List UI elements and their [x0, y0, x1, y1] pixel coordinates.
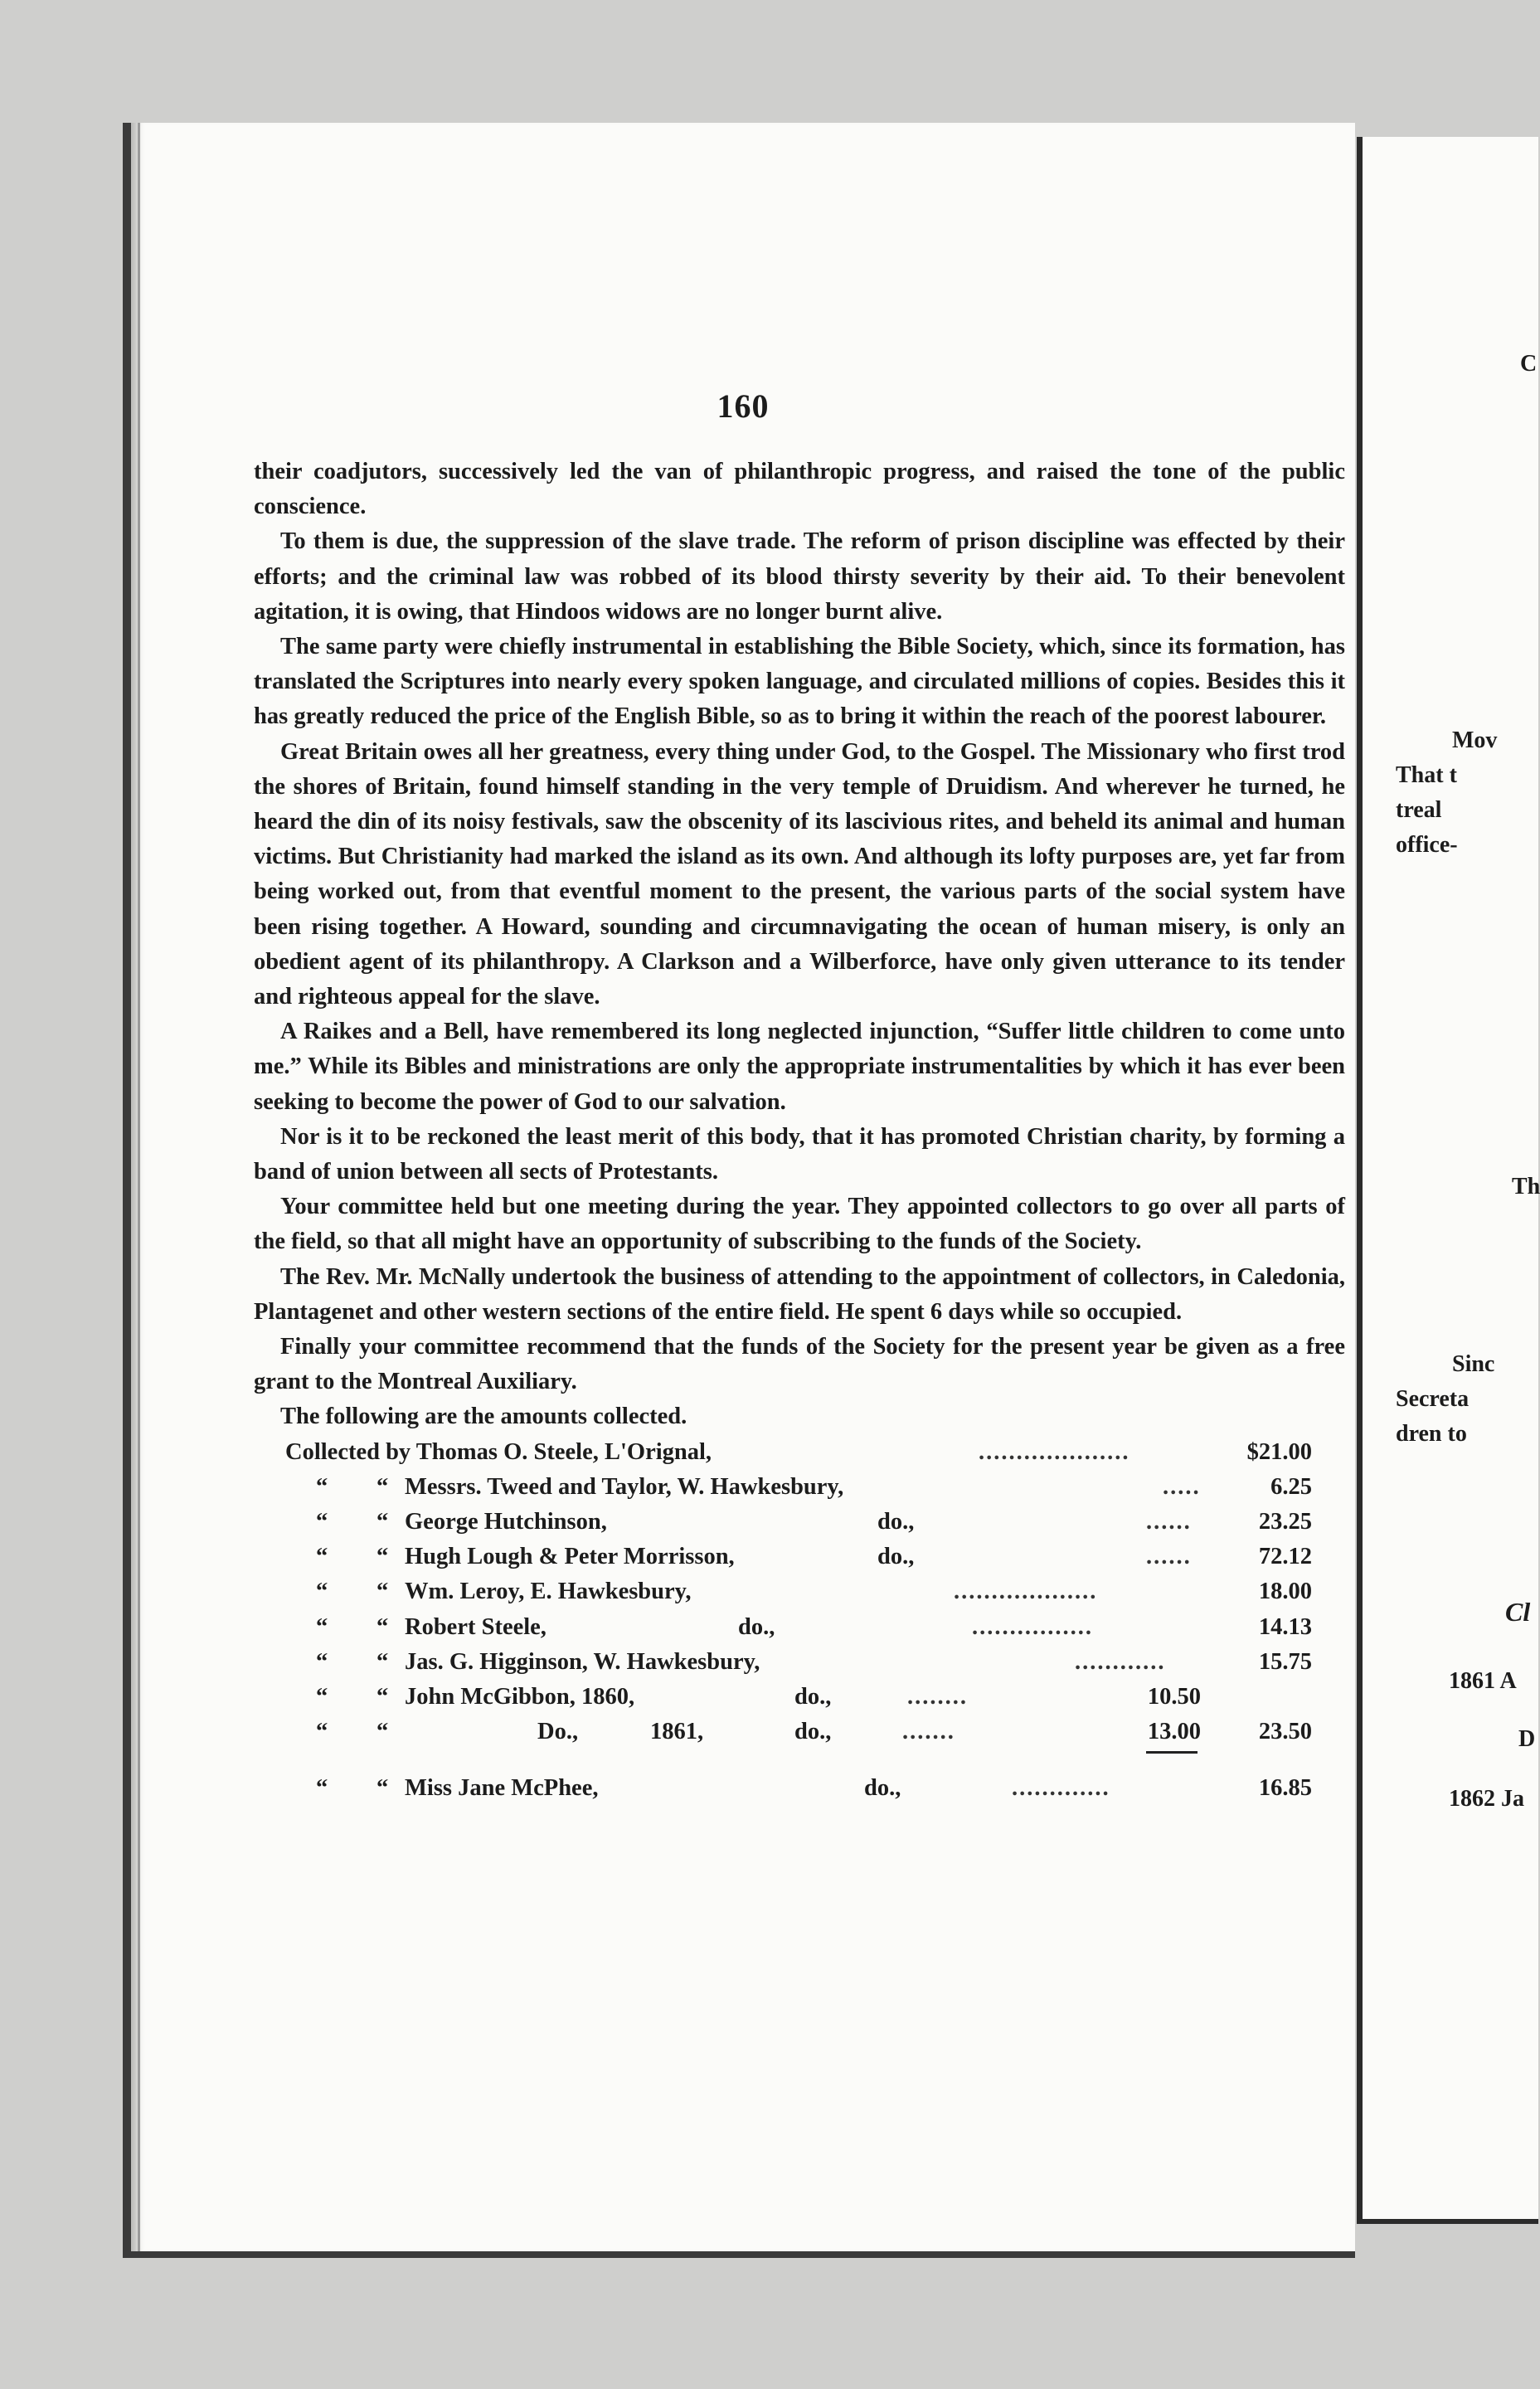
collection-row [254, 1645, 1345, 1680]
collections-list [254, 1435, 1345, 1807]
collector-name: Jas. G. Higginson, W. Hawkesbury, [405, 1648, 760, 1675]
dot-leader: ................ [972, 1613, 1093, 1640]
paragraph-8: The Rev. Mr. McNally undertook the business of attending to the appointment of collectors, in Caledonia, Plantagenet and other western sections of the entire field. He spent 6 days while so occupied. [254, 1263, 1345, 1325]
right-page-fragment: C [1520, 351, 1538, 377]
collection-amount: 6.25 [1270, 1473, 1312, 1500]
ditto-mark: “ [376, 1648, 389, 1675]
dot-leader: ....... [902, 1719, 955, 1745]
right-page [1357, 137, 1538, 2224]
year-label: 1861, [650, 1719, 704, 1745]
subtotal-amount: 10.50 [1147, 1684, 1201, 1710]
collector-name: Wm. Leroy, E. Hawkesbury, [405, 1579, 692, 1605]
collection-row [254, 1435, 1345, 1470]
collection-amount: 72.12 [1258, 1544, 1312, 1570]
right-page-fragment: That t [1396, 762, 1457, 788]
paragraph-2: To them is due, the suppression of the slave trade. The reform of prison discipline was effected by their efforts; and the criminal law was robbed of its blood thirsty severity by their aid. To their benevolent agitation, it is owing, that Hindoos widows are no longer burnt alive. [254, 528, 1345, 625]
ditto-word: do., [794, 1719, 832, 1745]
subtotal-rule [1146, 1751, 1198, 1754]
right-page-fragment: Sinc [1452, 1351, 1495, 1377]
collection-row [254, 1771, 1345, 1806]
collector-name: Collected by Thomas O. Steele, L'Orignal, [285, 1438, 712, 1465]
paragraph-6: Nor is it to be reckoned the least merit of this body, that it has promoted Christian charity, by forming a band of union between all sects of Protestants. [254, 1123, 1345, 1185]
ditto-mark: “ [376, 1775, 389, 1802]
body-text [254, 455, 1345, 1807]
collection-row [254, 1610, 1345, 1645]
right-page-fragment: dren to [1396, 1421, 1467, 1447]
ditto-word: do., [877, 1509, 915, 1535]
right-page-fragment: 1861 A [1449, 1668, 1517, 1694]
right-page-fragment: Mov [1452, 727, 1498, 753]
ditto-mark: “ [376, 1719, 389, 1745]
collector-name: Do., [537, 1719, 579, 1745]
ditto-word: do., [864, 1775, 901, 1802]
paragraph-5: A Raikes and a Bell, have remembered its long neglected injunction, “Suffer little children to come unto me.” While its Bibles and ministrations are only the appropriate instrumentalities by which it has ever been seeking to become the power of God to our salvation. [254, 1019, 1345, 1115]
collection-row [254, 1540, 1345, 1574]
collection-row [254, 1680, 1345, 1715]
paragraph-4: Great Britain owes all her greatness, every thing under God, to the Gospel. The Missionary who first trod the shores of Britain, found himself standing in the very temple of Druidism. And wherever he turned, he heard the din of its noisy festivals, saw the obscenity of its lascivious rites, and beheld its animal and human victims. But Christianity had marked the island as its own. And although its lofty purposes are, yet far from being worked out, from that eventful moment to the present, the various parts of the social system have been rising together. A Howard, sounding and circumnavigating the ocean of human misery, is only an obedient agent of its philanthropy. A Clarkson and a Wilberforce, have only given utterance to its tender and righteous appeal for the slave. [254, 738, 1345, 1010]
collection-row [254, 1574, 1345, 1609]
page-number: 160 [717, 387, 770, 425]
collection-row [254, 1470, 1345, 1505]
dot-leader: ...... [1146, 1509, 1192, 1535]
collection-amount: 23.25 [1258, 1509, 1312, 1535]
paragraph-3: The same party were chiefly instrumental in establishing the Bible Society, which, since its formation, has translated the Scriptures into nearly every spoken language, and circulated millions of copies. Besides this it has greatly reduced the price of the English Bible, so as to bring it within the reach of the poorest labourer. [254, 634, 1345, 730]
subtotal-amount: 13.00 [1147, 1719, 1201, 1745]
dot-leader: ........ [907, 1684, 968, 1710]
ditto-mark: “ [316, 1684, 328, 1710]
collector-name: Hugh Lough & Peter Morrisson, [405, 1544, 735, 1570]
right-page-fragment: Secreta [1396, 1386, 1470, 1412]
collection-amount: 23.50 [1258, 1719, 1312, 1745]
left-page [123, 123, 1355, 2258]
dot-leader: ................... [954, 1579, 1098, 1605]
collection-amount: 16.85 [1258, 1775, 1312, 1802]
ditto-mark: “ [316, 1775, 328, 1802]
dot-leader: ...... [1146, 1544, 1192, 1570]
ditto-mark: “ [316, 1719, 328, 1745]
ditto-mark: “ [376, 1544, 389, 1570]
collector-name: Messrs. Tweed and Taylor, W. Hawkesbury, [405, 1473, 844, 1500]
right-page-fragment: treal [1396, 797, 1442, 823]
paragraph-9: Finally your committee recommend that the funds of the Society for the present year be given as a free grant to the Montreal Auxiliary. [254, 1334, 1345, 1395]
subtotal-rule-row [254, 1749, 1345, 1771]
ditto-mark: “ [316, 1473, 328, 1500]
ditto-mark: “ [316, 1509, 328, 1535]
paragraph-1: their coadjutors, successively led the van of philanthropic progress, and raised the tone of the public conscience. [254, 459, 1345, 520]
dot-leader: ............. [1012, 1775, 1110, 1802]
ditto-mark: “ [376, 1613, 389, 1640]
right-page-fragment: Th [1512, 1174, 1540, 1199]
ditto-mark: “ [316, 1613, 328, 1640]
collection-amount: 18.00 [1258, 1579, 1312, 1605]
collection-amount: $21.00 [1246, 1438, 1312, 1465]
collector-name: John McGibbon, 1860, [405, 1684, 635, 1710]
collection-amount: 14.13 [1258, 1613, 1312, 1640]
collector-name: Robert Steele, [405, 1613, 547, 1640]
collector-name: George Hutchinson, [405, 1509, 607, 1535]
right-page-fragment: Cl [1505, 1597, 1531, 1627]
right-page-fragment: D [1518, 1726, 1536, 1752]
right-page-fragment: 1862 Ja [1449, 1786, 1524, 1812]
paragraph-7: Your committee held but one meeting during the year. They appointed collectors to go over all parts of the field, so that all might have an opportunity of subscribing to the funds of the Society. [254, 1194, 1345, 1255]
ditto-mark: “ [376, 1684, 389, 1710]
ditto-mark: “ [316, 1648, 328, 1675]
ditto-mark: “ [376, 1509, 389, 1535]
collection-row [254, 1505, 1345, 1540]
ditto-mark: “ [316, 1544, 328, 1570]
right-page-fragment: office- [1396, 832, 1458, 858]
collection-row [254, 1715, 1345, 1749]
ditto-mark: “ [316, 1579, 328, 1605]
dot-leader: ............ [1075, 1648, 1166, 1675]
paragraph-10: The following are the amounts collected. [280, 1404, 687, 1430]
ditto-mark: “ [376, 1473, 389, 1500]
collector-name: Miss Jane McPhee, [405, 1775, 599, 1802]
ditto-word: do., [738, 1613, 775, 1640]
ditto-mark: “ [376, 1579, 389, 1605]
dot-leader: .................... [979, 1438, 1130, 1465]
ditto-word: do., [794, 1684, 832, 1710]
dot-leader: ..... [1163, 1473, 1201, 1500]
collection-amount: 15.75 [1258, 1648, 1312, 1675]
ditto-word: do., [877, 1544, 915, 1570]
